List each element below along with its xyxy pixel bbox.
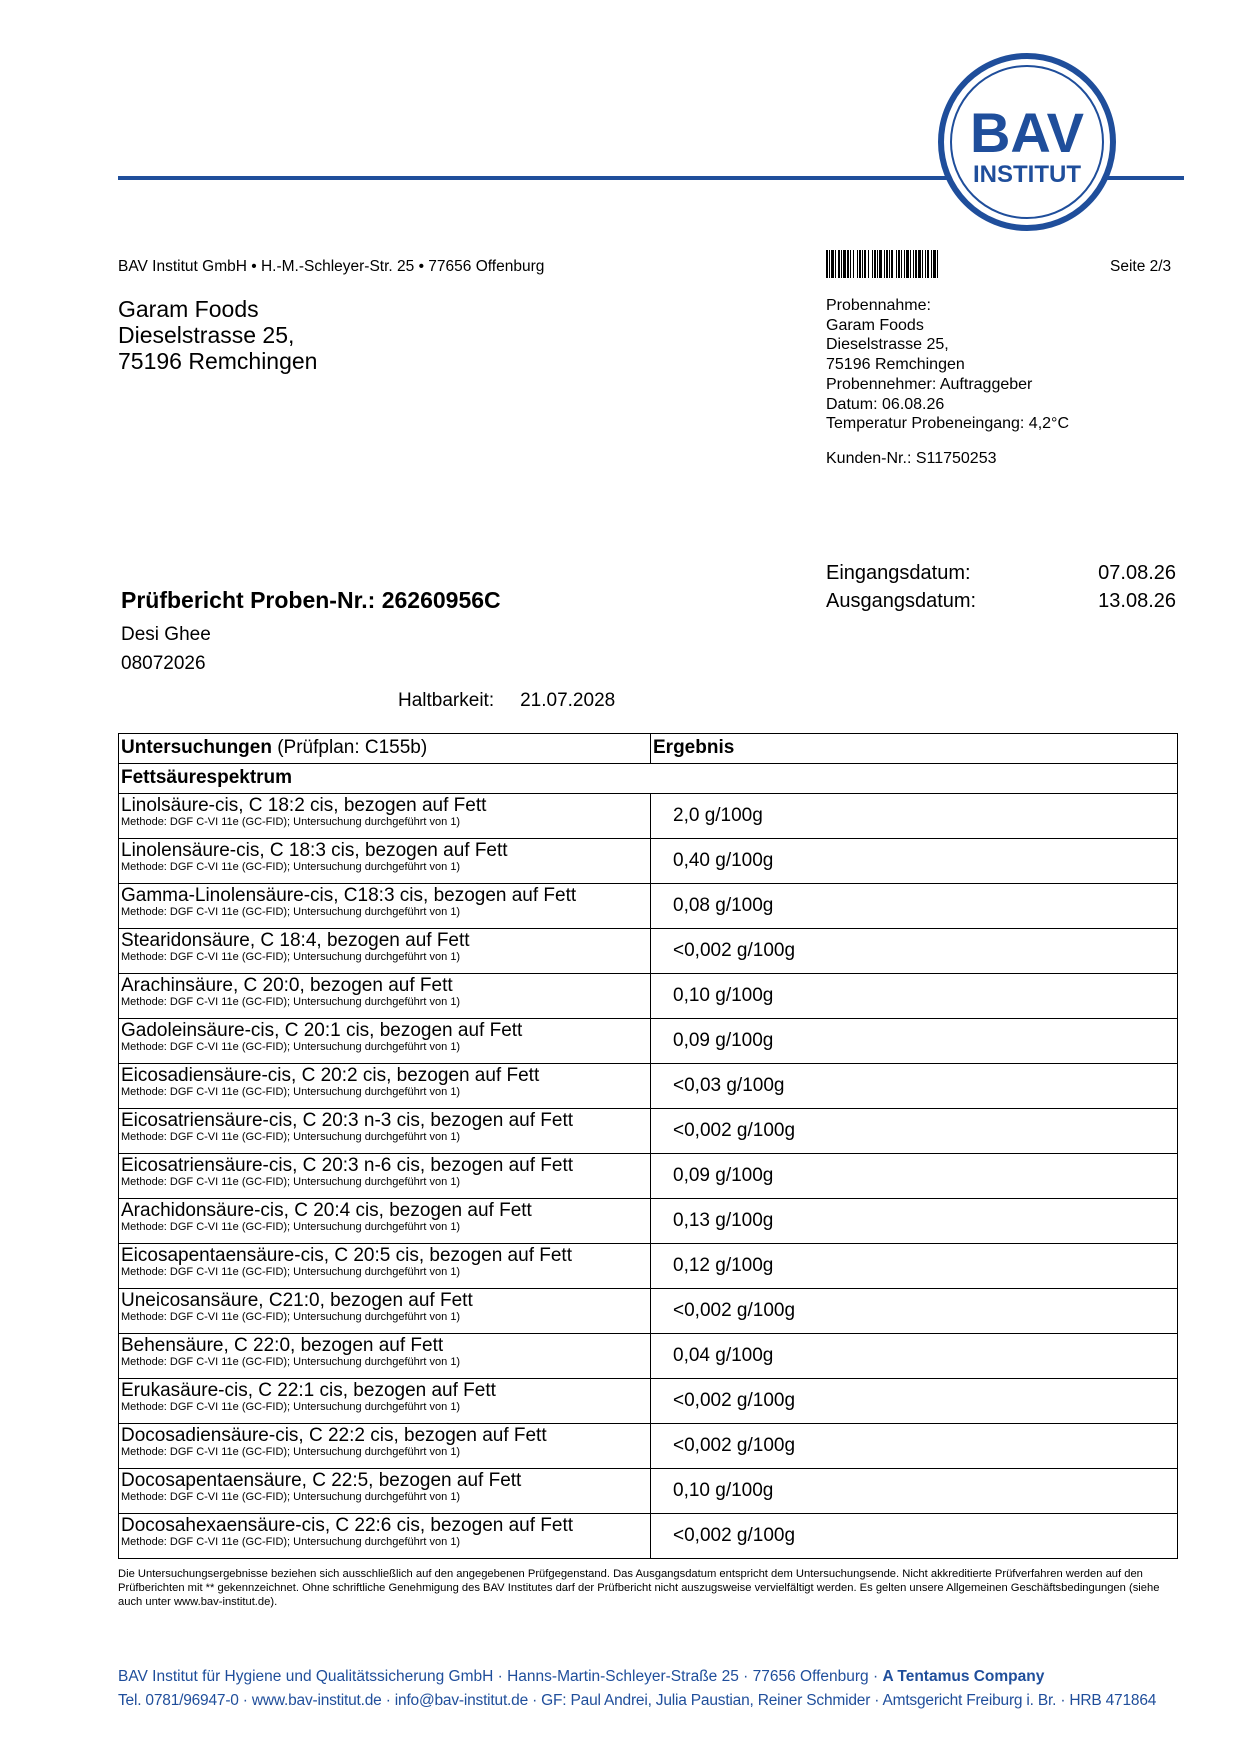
analyte-name: Uneicosansäure, C21:0, bezogen auf Fett: [121, 1290, 473, 1311]
analyte-name: Linolsäure-cis, C 18:2 cis, bezogen auf Fett: [121, 795, 487, 816]
logo-text-bav: BAV: [969, 101, 1085, 164]
analyte-name: Eicosatriensäure-cis, C 20:3 n-3 cis, bezogen auf Fett: [121, 1110, 574, 1131]
result-value: <0,002 g/100g: [651, 1379, 1178, 1424]
barcode-bar: [904, 250, 905, 278]
barcode-bar: [922, 250, 923, 278]
result-value: <0,03 g/100g: [651, 1064, 1178, 1109]
analyte-method: Methode: DGF C-VI 11e (GC-FID); Untersuchung durchgeführt von 1): [121, 1311, 461, 1323]
result-value: 0,09 g/100g: [651, 1019, 1178, 1064]
analyte-cell: [119, 884, 651, 929]
barcode-bar: [918, 250, 921, 278]
results-table: [118, 733, 1178, 1559]
analyte-cell: [119, 1154, 651, 1199]
header-result: Ergebnis: [651, 734, 1178, 764]
barcode-bar: [898, 250, 900, 278]
recipient-address: [118, 296, 317, 374]
barcode-bar: [831, 250, 834, 278]
analyte-cell: [119, 1019, 651, 1064]
barcode-bar: [857, 250, 858, 278]
table-row: [119, 1424, 1178, 1469]
date-row: [826, 587, 1176, 615]
table-row: [119, 884, 1178, 929]
barcode-bar: [826, 250, 828, 278]
analyte-name: Gamma-Linolensäure-cis, C18:3 cis, bezogen auf Fett: [121, 885, 577, 906]
table-row: [119, 1064, 1178, 1109]
barcode-bar: [937, 250, 938, 278]
analyte-cell: [119, 1244, 651, 1289]
product-lot: 08072026: [121, 653, 206, 674]
barcode-bar: [927, 250, 929, 278]
analyte-cell: [119, 1289, 651, 1334]
result-value: <0,002 g/100g: [651, 1424, 1178, 1469]
sampling-info: [826, 296, 1069, 434]
shelf-life-value: 21.07.2028: [520, 690, 616, 711]
result-value: 0,09 g/100g: [651, 1154, 1178, 1199]
table-row: [119, 1154, 1178, 1199]
analyte-cell: [119, 794, 651, 839]
recipient-line: 75196 Remchingen: [118, 348, 318, 374]
report-title: Prüfbericht Proben-Nr.: 26260956C: [121, 587, 501, 613]
analyte-method: Methode: DGF C-VI 11e (GC-FID); Untersuchung durchgeführt von 1): [121, 996, 461, 1008]
barcode-bar: [864, 250, 866, 278]
analyte-method: Methode: DGF C-VI 11e (GC-FID); Untersuchung durchgeführt von 1): [121, 906, 461, 918]
analyte-cell: [119, 929, 651, 974]
analyte-cell: [119, 1469, 651, 1514]
analyte-cell: [119, 1514, 651, 1559]
barcode-bar: [889, 250, 890, 278]
analyte-method: Methode: DGF C-VI 11e (GC-FID); Untersuchung durchgeführt von 1): [121, 1221, 461, 1233]
analyte-cell: [119, 1424, 651, 1469]
result-value: 0,10 g/100g: [651, 1469, 1178, 1514]
analyte-cell: [119, 1199, 651, 1244]
barcode-bar: [872, 250, 873, 278]
table-row: [119, 1469, 1178, 1514]
table-row: [119, 1244, 1178, 1289]
table-row: [119, 929, 1178, 974]
table-row: [119, 1334, 1178, 1379]
barcode-bar: [841, 250, 842, 278]
barcode-bar: [915, 250, 917, 278]
barcode-bar: [829, 250, 830, 278]
date-value: 13.08.26: [1098, 590, 1176, 612]
table-row: [119, 1199, 1178, 1244]
analyte-method: Methode: DGF C-VI 11e (GC-FID); Untersuchung durchgeführt von 1): [121, 861, 461, 873]
analyte-name: Eicosatriensäure-cis, C 20:3 n-6 cis, bezogen auf Fett: [121, 1155, 574, 1176]
result-value: 0,13 g/100g: [651, 1199, 1178, 1244]
analyte-cell: [119, 1379, 651, 1424]
date-label: Ausgangsdatum:: [826, 590, 977, 612]
analyte-name: Stearidonsäure, C 18:4, bezogen auf Fett: [121, 930, 470, 951]
date-row: [826, 559, 1176, 587]
analyte-name: Eicosapentaensäure-cis, C 20:5 cis, bezogen auf Fett: [121, 1245, 572, 1266]
barcode-bar: [901, 250, 902, 278]
dates-block: [826, 559, 1176, 615]
barcode-bar: [838, 250, 840, 278]
recipient-line: Garam Foods: [118, 296, 259, 322]
result-value: <0,002 g/100g: [651, 929, 1178, 974]
barcode-bar: [925, 250, 926, 278]
footer-line-1: BAV Institut für Hygiene und Qualitätssicherung GmbH · Hanns-Martin-Schleyer-Straße 25 · 77656 Offenburg · A Tentamus Company: [118, 1668, 1045, 1685]
result-value: 0,40 g/100g: [651, 839, 1178, 884]
recipient-line: Dieselstrasse 25,: [118, 322, 295, 348]
sampling-line: Datum: 06.08.26: [826, 395, 945, 413]
bav-logo: [937, 52, 1117, 232]
barcode-bar: [877, 250, 878, 278]
result-value: 0,10 g/100g: [651, 974, 1178, 1019]
sampling-line: Probennahme:: [826, 297, 931, 314]
barcode-bar: [931, 250, 932, 278]
barcode-bar: [886, 250, 888, 278]
sampling-line: Probennehmer: Auftraggeber: [826, 375, 1033, 393]
barcode-bar: [933, 250, 936, 278]
analyte-name: Arachinsäure, C 20:0, bezogen auf Fett: [121, 975, 453, 996]
footer-line-2: Tel. 0781/96947-0 · www.bav-institut.de · info@bav-institut.de · GF: Paul Andrei, Julia Paustian, Reiner Schmider · Amtsgericht Freiburg i. Br. · HRB 471864: [118, 1692, 1157, 1709]
barcode-bar: [847, 250, 849, 278]
sampling-line: Garam Foods: [826, 316, 924, 334]
category-label: Fettsäurespektrum: [119, 764, 1178, 794]
analyte-method: Methode: DGF C-VI 11e (GC-FID); Untersuchung durchgeführt von 1): [121, 1266, 461, 1278]
analyte-method: Methode: DGF C-VI 11e (GC-FID); Untersuchung durchgeführt von 1): [121, 951, 461, 963]
date-label: Eingangsdatum:: [826, 562, 971, 584]
sender-line: BAV Institut GmbH • H.-M.-Schleyer-Str. 25 • 77656 Offenburg: [118, 258, 545, 275]
result-value: <0,002 g/100g: [651, 1514, 1178, 1559]
barcode-bar: [879, 250, 882, 278]
analyte-name: Linolensäure-cis, C 18:3 cis, bezogen auf Fett: [121, 840, 508, 861]
barcode: [826, 250, 1036, 278]
shelf-life-label: Haltbarkeit:: [398, 690, 495, 711]
analyte-method: Methode: DGF C-VI 11e (GC-FID); Untersuchung durchgeführt von 1): [121, 1491, 461, 1503]
result-value: <0,002 g/100g: [651, 1289, 1178, 1334]
table-row: [119, 839, 1178, 884]
shelf-life: [398, 690, 615, 712]
sampling-line: Dieselstrasse 25,: [826, 336, 949, 354]
header-investigations: Untersuchungen (Prüfplan: C155b): [119, 734, 651, 764]
table-row: [119, 974, 1178, 1019]
barcode-bar: [910, 250, 911, 278]
analyte-cell: [119, 974, 651, 1019]
analyte-name: Docosahexaensäure-cis, C 22:6 cis, bezogen auf Fett: [121, 1515, 574, 1536]
analyte-method: Methode: DGF C-VI 11e (GC-FID); Untersuchung durchgeführt von 1): [121, 1446, 461, 1458]
table-row: [119, 1379, 1178, 1424]
analyte-name: Arachidonsäure-cis, C 20:4 cis, bezogen auf Fett: [121, 1200, 532, 1221]
result-value: 0,04 g/100g: [651, 1334, 1178, 1379]
analyte-cell: [119, 839, 651, 884]
disclaimer: Die Untersuchungsergebnisse beziehen sich ausschließlich auf den angegebenen Prüfgegenstand. Das Ausgangsdatum entspricht dem Untersuchungsende. Nicht akkreditierte Prüfverfahren werden auf den Prüfberichten mit ** gekennzeichnet. Ohne schriftliche Genehmigung des BAV Institutes darf der Prüfbericht nicht auszugsweise vervielfältigt werden. Es gelten unsere Allgemeinen Geschäftsbedingungen (siehe auch unter www.bav-institut.de).: [118, 1568, 1160, 1608]
analyte-method: Methode: DGF C-VI 11e (GC-FID); Untersuchung durchgeführt von 1): [121, 1176, 461, 1188]
analyte-name: Behensäure, C 22:0, bezogen auf Fett: [121, 1335, 444, 1356]
analyte-method: Methode: DGF C-VI 11e (GC-FID); Untersuchung durchgeführt von 1): [121, 1041, 461, 1053]
barcode-bar: [896, 250, 897, 278]
table-row: [119, 1019, 1178, 1064]
category-row: [119, 764, 1178, 794]
analyte-method: Methode: DGF C-VI 11e (GC-FID); Untersuchung durchgeführt von 1): [121, 1356, 461, 1368]
analyte-method: Methode: DGF C-VI 11e (GC-FID); Untersuchung durchgeführt von 1): [121, 1086, 461, 1098]
table-row: [119, 1289, 1178, 1334]
analyte-cell: [119, 1064, 651, 1109]
analyte-method: Methode: DGF C-VI 11e (GC-FID); Untersuchung durchgeführt von 1): [121, 816, 461, 828]
analyte-name: Erukasäure-cis, C 22:1 cis, bezogen auf Fett: [121, 1380, 496, 1401]
barcode-bar: [862, 250, 863, 278]
barcode-bar: [891, 250, 893, 278]
product-info: [121, 620, 211, 678]
logo-text-institut: INSTITUT: [973, 161, 1081, 188]
customer-number: Kunden-Nr.: S11750253: [826, 450, 997, 467]
sampling-line: Temperatur Probeneingang: 4,2°C: [826, 415, 1069, 433]
table-row: [119, 1109, 1178, 1154]
analyte-cell: [119, 1109, 651, 1154]
table-row: [119, 1514, 1178, 1559]
barcode-bar: [850, 250, 851, 278]
sampling-line: 75196 Remchingen: [826, 356, 965, 374]
analyte-name: Docosadiensäure-cis, C 22:2 cis, bezogen auf Fett: [121, 1425, 547, 1446]
table-header-row: [119, 734, 1178, 764]
barcode-bar: [906, 250, 909, 278]
result-value: 2,0 g/100g: [651, 794, 1178, 839]
result-value: 0,08 g/100g: [651, 884, 1178, 929]
result-value: <0,002 g/100g: [651, 1109, 1178, 1154]
analyte-method: Methode: DGF C-VI 11e (GC-FID); Untersuchung durchgeführt von 1): [121, 1536, 461, 1548]
result-value: 0,12 g/100g: [651, 1244, 1178, 1289]
barcode-bar: [835, 250, 836, 278]
barcode-bar: [853, 250, 854, 278]
barcode-bar: [843, 250, 846, 278]
analyte-name: Docosapentaensäure, C 22:5, bezogen auf Fett: [121, 1470, 522, 1491]
date-value: 07.08.26: [1098, 562, 1176, 584]
barcode-bar: [868, 250, 869, 278]
analyte-method: Methode: DGF C-VI 11e (GC-FID); Untersuchung durchgeführt von 1): [121, 1131, 461, 1143]
barcode-bar: [884, 250, 885, 278]
analyte-cell: [119, 1334, 651, 1379]
product-name: Desi Ghee: [121, 624, 211, 645]
page-number: Seite 2/3: [1110, 258, 1172, 275]
barcode-bar: [874, 250, 876, 278]
barcode-bar: [913, 250, 914, 278]
analyte-method: Methode: DGF C-VI 11e (GC-FID); Untersuchung durchgeführt von 1): [121, 1401, 461, 1413]
analyte-name: Eicosadiensäure-cis, C 20:2 cis, bezogen auf Fett: [121, 1065, 540, 1086]
barcode-bar: [859, 250, 861, 278]
tentamus-company: A Tentamus Company: [882, 1668, 1045, 1685]
table-row: [119, 794, 1178, 839]
analyte-name: Gadoleinsäure-cis, C 20:1 cis, bezogen auf Fett: [121, 1020, 523, 1041]
